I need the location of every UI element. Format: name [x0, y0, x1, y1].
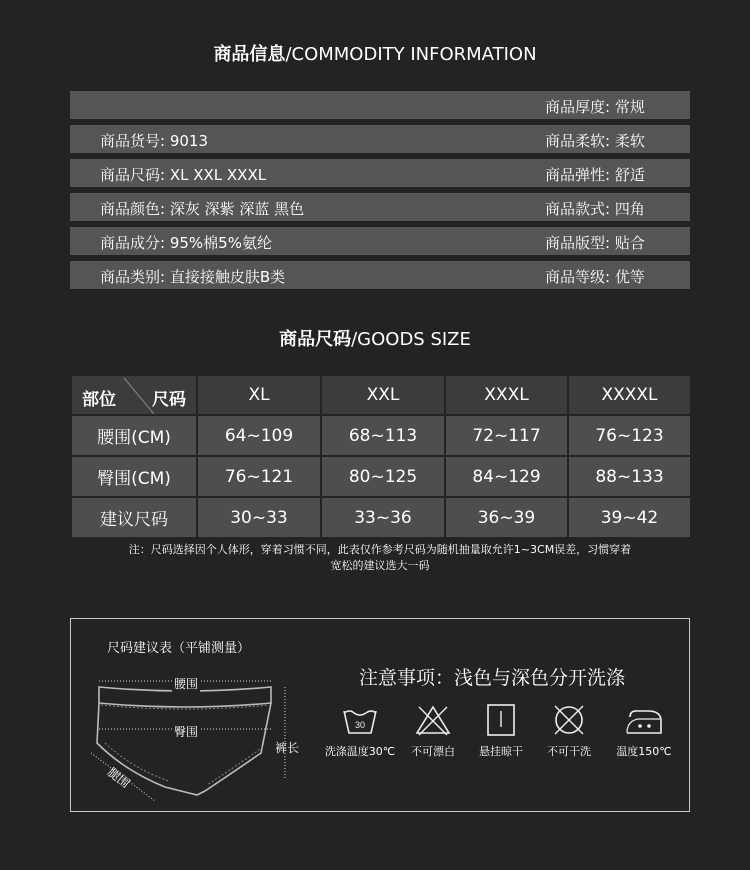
info-row [70, 261, 690, 289]
table-cell: 76~121 [197, 456, 321, 497]
size-note [70, 542, 690, 574]
table-row [71, 497, 691, 538]
table-cell: 36~39 [445, 497, 568, 538]
table-cell: 84~129 [445, 456, 568, 497]
info-left: 商品货号: 9013 [100, 132, 208, 150]
info-row [70, 193, 690, 221]
size-note-line1: 注：尺码选择因个人体形，穿着习惯不同，此表仅作参考尺码为随机抽量取允许1~3CM误差，习惯穿着 [128, 543, 632, 556]
info-right: 商品弹性: 舒适 [545, 166, 645, 184]
no-dry-clean-icon [549, 703, 589, 737]
care-item [464, 703, 538, 759]
info-row [70, 159, 690, 187]
row-label: 建议尺码 [71, 497, 197, 538]
hang-dry-icon [481, 703, 521, 737]
size-header: XL [197, 375, 321, 415]
care-item [396, 703, 470, 759]
wash-30-icon [340, 703, 380, 737]
table-cell: 30~33 [197, 497, 321, 538]
care-item [532, 703, 606, 759]
size-header: XXXL [445, 375, 568, 415]
care-item [323, 703, 397, 759]
info-right: 商品版型: 贴合 [545, 234, 645, 252]
care-label: 温度150℃ [616, 745, 672, 758]
info-right: 商品等级: 优等 [545, 268, 645, 286]
commodity-info-title [0, 40, 750, 66]
corner-label-part: 部位 [82, 390, 116, 410]
info-left: 商品成分: 95%棉5%氨纶 [100, 234, 272, 252]
table-cell: 68~113 [321, 415, 445, 456]
size-header: XXXXL [568, 375, 691, 415]
size-guide-box [70, 618, 690, 812]
table-cell: 76~123 [568, 415, 691, 456]
commodity-info-title-en: /COMMODITY INFORMATION [285, 44, 537, 65]
size-note-line2: 宽松的建议选大一码 [330, 559, 430, 572]
table-cell: 80~125 [321, 456, 445, 497]
care-label: 洗涤温度30℃ [324, 745, 396, 758]
care-label: 不可漂白 [411, 745, 455, 758]
table-cell: 39~42 [568, 497, 691, 538]
info-right: 商品款式: 四角 [545, 200, 645, 218]
goods-size-title-en: /GOODS SIZE [351, 329, 471, 350]
row-label: 腰围(CM) [71, 415, 197, 456]
size-header-row [71, 375, 691, 415]
hip-label: 臀围 [174, 725, 199, 739]
goods-size-title [0, 325, 750, 351]
waist-label: 腰围 [174, 677, 199, 691]
info-row [70, 91, 690, 119]
care-label: 悬挂晾干 [479, 745, 523, 758]
care-title: 注意事项：浅色与深色分开洗涤 [359, 667, 626, 689]
info-right: 商品厚度: 常规 [545, 98, 645, 116]
size-header: XXL [321, 375, 445, 415]
info-left: 商品尺码: XL XXL XXXL [100, 166, 267, 184]
info-left: 商品颜色: 深灰 深紫 深蓝 黑色 [100, 200, 305, 218]
iron-150-icon [624, 703, 664, 737]
care-item [607, 703, 681, 759]
table-cell: 72~117 [445, 415, 568, 456]
table-cell: 64~109 [197, 415, 321, 456]
info-left: 商品类别: 直接接触皮肤B类 [100, 268, 286, 286]
goods-size-title-cn: 商品尺码 [279, 329, 352, 350]
row-label: 臀围(CM) [71, 456, 197, 497]
table-cell: 33~36 [321, 497, 445, 538]
leg-label: 腿围 [104, 764, 133, 791]
no-bleach-icon [413, 703, 453, 737]
size-table [70, 374, 692, 539]
guide-title: 尺码建议表（平铺测量） [107, 641, 251, 656]
info-row [70, 227, 690, 255]
table-row [71, 456, 691, 497]
table-cell: 88~133 [568, 456, 691, 497]
wash-temp-text: 30 [354, 720, 366, 730]
commodity-info-title-cn: 商品信息 [213, 44, 286, 65]
corner-cell [71, 375, 197, 415]
care-label: 不可干洗 [547, 745, 591, 758]
info-right: 商品柔软: 柔软 [545, 132, 645, 150]
info-row [70, 125, 690, 153]
corner-label-size: 尺码 [152, 390, 186, 410]
table-row [71, 415, 691, 456]
length-label: 裤长 [275, 741, 300, 755]
